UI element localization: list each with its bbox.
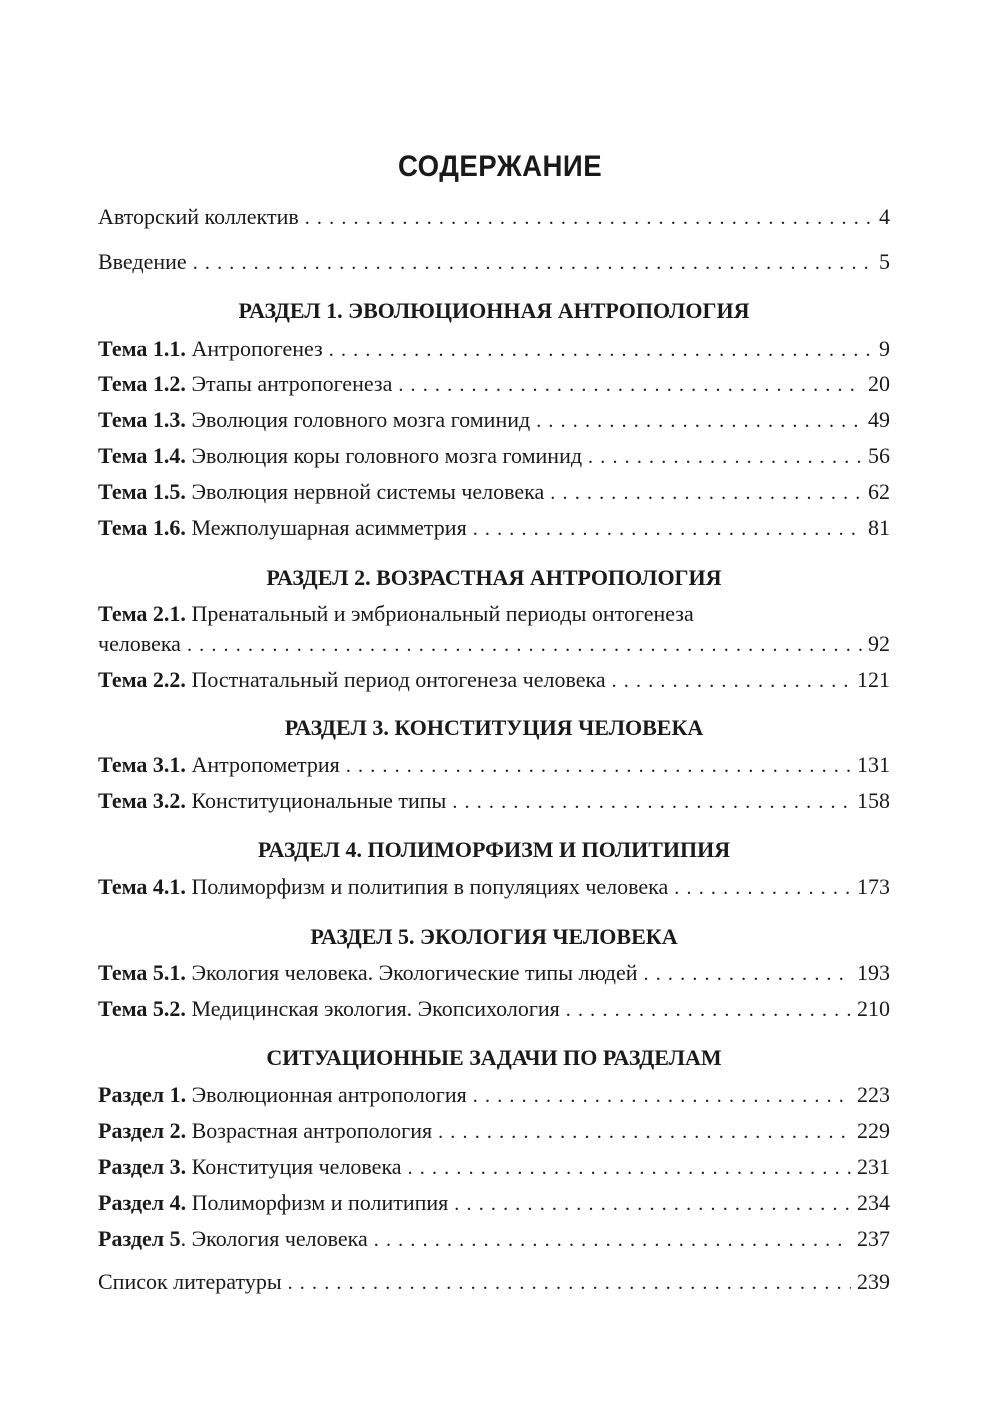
dot-leader	[408, 1154, 851, 1182]
toc-page-number: 92	[868, 631, 890, 656]
toc-entry-label	[98, 666, 606, 694]
toc-entry-4-1[interactable]	[98, 873, 890, 902]
toc-page-number: 4	[879, 204, 890, 229]
toc-page-number: 121	[857, 667, 890, 692]
toc-entry-5-1[interactable]	[98, 959, 890, 988]
toc-entry-label	[98, 1117, 432, 1145]
dot-leader	[473, 1082, 851, 1110]
task-number: Раздел 3.	[98, 1154, 187, 1179]
toc-page-number: 234	[857, 1190, 890, 1215]
topic-number: Тема 5.1.	[98, 960, 186, 985]
task-title: . Экология человека	[180, 1226, 368, 1251]
task-number: Раздел 5	[98, 1226, 181, 1251]
page-title: СОДЕРЖАНИЕ	[397, 150, 603, 183]
toc-entry-label	[98, 478, 544, 506]
toc-entry-label	[98, 873, 668, 901]
toc-entry-label	[98, 1081, 467, 1109]
topic-title: Эволюция нервной системы человека	[185, 479, 545, 504]
task-title: Возрастная антропология	[186, 1118, 433, 1143]
section-heading-4: РАЗДЕЛ 4. ПОЛИМОРФИЗМ И ПОЛИТИПИЯ	[257, 837, 731, 862]
topic-number: Тема 2.1.	[98, 601, 186, 626]
toc-page-number: 20	[868, 371, 890, 396]
dot-leader	[193, 249, 873, 277]
topic-number: Тема 3.2.	[98, 788, 186, 813]
toc-entry-label	[98, 442, 582, 470]
toc-entry-2-1[interactable]	[98, 630, 890, 659]
section-heading-1: РАЗДЕЛ 1. ЭВОЛЮЦИОННАЯ АНТРОПОЛОГИЯ	[238, 298, 750, 323]
task-number: Раздел 2.	[98, 1118, 187, 1143]
toc-page-number: 131	[857, 752, 890, 777]
dot-leader	[398, 371, 862, 399]
dot-leader	[288, 1269, 851, 1297]
toc-page-number: 239	[857, 1269, 890, 1294]
toc-page-number: 223	[857, 1082, 890, 1107]
topic-title: Этапы антропогенеза	[185, 371, 393, 396]
toc-entry-label	[98, 787, 446, 815]
toc-page-number: 9	[879, 336, 890, 361]
toc-page-number: 210	[857, 996, 890, 1021]
dot-leader	[346, 752, 851, 780]
toc-page-number: 237	[857, 1226, 890, 1251]
topic-title: Полиморфизм и политипия в популяциях человека	[185, 874, 669, 899]
topic-title: Пренатальный и эмбриональный периоды онтогенеза	[185, 601, 694, 626]
toc-page-number: 158	[857, 788, 890, 813]
toc-entry-label	[98, 1153, 402, 1181]
section-heading-tasks: СИТУАЦИОННЫЕ ЗАДАЧИ ПО РАЗДЕЛАМ	[266, 1045, 722, 1070]
topic-number: Тема 1.2.	[98, 371, 186, 396]
toc-entry-label: Введение	[98, 249, 187, 274]
section-heading-5: РАЗДЕЛ 5. ЭКОЛОГИЯ ЧЕЛОВЕКА	[310, 924, 678, 949]
topic-number: Тема 3.1.	[98, 752, 186, 777]
toc-entry-5-2[interactable]	[98, 995, 890, 1024]
toc-entry-label: Список литературы	[98, 1269, 282, 1294]
toc-entry-label	[98, 406, 530, 434]
toc-page-number: 173	[857, 874, 890, 899]
dot-leader	[329, 336, 873, 364]
task-title: Конституция человека	[186, 1154, 402, 1179]
toc-entry-label: Авторский коллектив	[98, 204, 299, 229]
topic-number: Тема 5.2.	[98, 996, 186, 1021]
toc-entry-1-3[interactable]	[98, 406, 890, 435]
section-heading-2: РАЗДЕЛ 2. ВОЗРАСТНАЯ АНТРОПОЛОГИЯ	[266, 565, 722, 590]
toc-entry-1-5[interactable]	[98, 478, 890, 507]
topic-number: Тема 1.1.	[98, 336, 186, 361]
toc-entry-bibliography[interactable]	[98, 1268, 890, 1297]
toc-entry-label	[98, 1225, 368, 1253]
toc-entry-1-4[interactable]	[98, 442, 890, 471]
toc-page-number: 81	[868, 515, 890, 540]
toc-page-number: 62	[868, 479, 890, 504]
toc-entry-1-6[interactable]	[98, 514, 890, 543]
toc-entry-3-2[interactable]	[98, 787, 890, 816]
dot-leader	[374, 1226, 851, 1254]
dot-leader	[612, 667, 851, 695]
dot-leader	[452, 788, 851, 816]
topic-title: Постнатальный период онтогенеза человека	[185, 667, 606, 692]
topic-number: Тема 4.1.	[98, 874, 186, 899]
dot-leader	[454, 1190, 851, 1218]
toc-entry-label	[98, 370, 392, 398]
dot-leader	[438, 1118, 851, 1146]
toc-entry-label	[98, 335, 323, 363]
dot-leader	[305, 204, 873, 232]
toc-entry-task-3[interactable]	[98, 1153, 890, 1182]
toc-page-number: 229	[857, 1118, 890, 1143]
dot-leader	[588, 443, 862, 471]
toc-page-number: 193	[857, 960, 890, 985]
topic-title: Экология человека. Экологические типы людей	[185, 960, 638, 985]
task-title: Полиморфизм и политипия	[186, 1190, 449, 1215]
topic-title: Антропометрия	[185, 752, 340, 777]
task-number: Раздел 1.	[98, 1082, 187, 1107]
toc-entry-label	[98, 514, 467, 542]
section-heading-3: РАЗДЕЛ 3. КОНСТИТУЦИЯ ЧЕЛОВЕКА	[284, 715, 704, 740]
task-title: Эволюционная антропология	[186, 1082, 467, 1107]
dot-leader	[536, 407, 862, 435]
topic-title: Эволюция коры головного мозга гоминид	[185, 443, 583, 468]
dot-leader	[566, 996, 851, 1024]
topic-title: Антропогенез	[185, 336, 323, 361]
dot-leader	[187, 631, 862, 659]
toc-entry-3-1[interactable]	[98, 751, 890, 780]
topic-number: Тема 1.5.	[98, 479, 186, 504]
toc-entry-introduction[interactable]	[98, 248, 890, 277]
dot-leader	[473, 515, 862, 543]
dot-leader	[644, 960, 851, 988]
toc-entry-label	[98, 995, 560, 1023]
toc-entry-task-2[interactable]	[98, 1117, 890, 1146]
toc-entry-2-1-line1[interactable]	[98, 600, 890, 628]
task-number: Раздел 4.	[98, 1190, 187, 1215]
topic-number: Тема 2.2.	[98, 667, 186, 692]
toc-page-number: 49	[868, 407, 890, 432]
dot-leader	[550, 479, 862, 507]
toc-entry-label	[98, 1189, 448, 1217]
toc-entry-task-1[interactable]	[98, 1081, 890, 1110]
topic-title: Медицинская экология. Экопсихология	[185, 996, 560, 1021]
toc-entry-2-2[interactable]	[98, 666, 890, 695]
toc-page-number: 231	[857, 1154, 890, 1179]
topic-title-continued: человека	[98, 631, 181, 656]
toc-entry-label	[98, 959, 638, 987]
toc-entry-label	[98, 751, 340, 779]
toc-page-number: 5	[879, 249, 890, 274]
topic-title: Конституциональные типы	[185, 788, 447, 813]
dot-leader	[674, 874, 851, 902]
topic-title: Эволюция головного мозга гоминид	[185, 407, 531, 432]
topic-number: Тема 1.3.	[98, 407, 186, 432]
toc-entry-authors[interactable]	[98, 203, 890, 232]
topic-number: Тема 1.6.	[98, 515, 186, 540]
toc-entry-task-4[interactable]	[98, 1189, 890, 1218]
toc-page-number: 56	[868, 443, 890, 468]
topic-number: Тема 1.4.	[98, 443, 186, 468]
toc-entry-task-5[interactable]	[98, 1225, 890, 1254]
topic-title: Межполушарная асимметрия	[185, 515, 467, 540]
toc-entry-1-2[interactable]	[98, 370, 890, 399]
toc-entry-1-1[interactable]	[98, 335, 890, 364]
